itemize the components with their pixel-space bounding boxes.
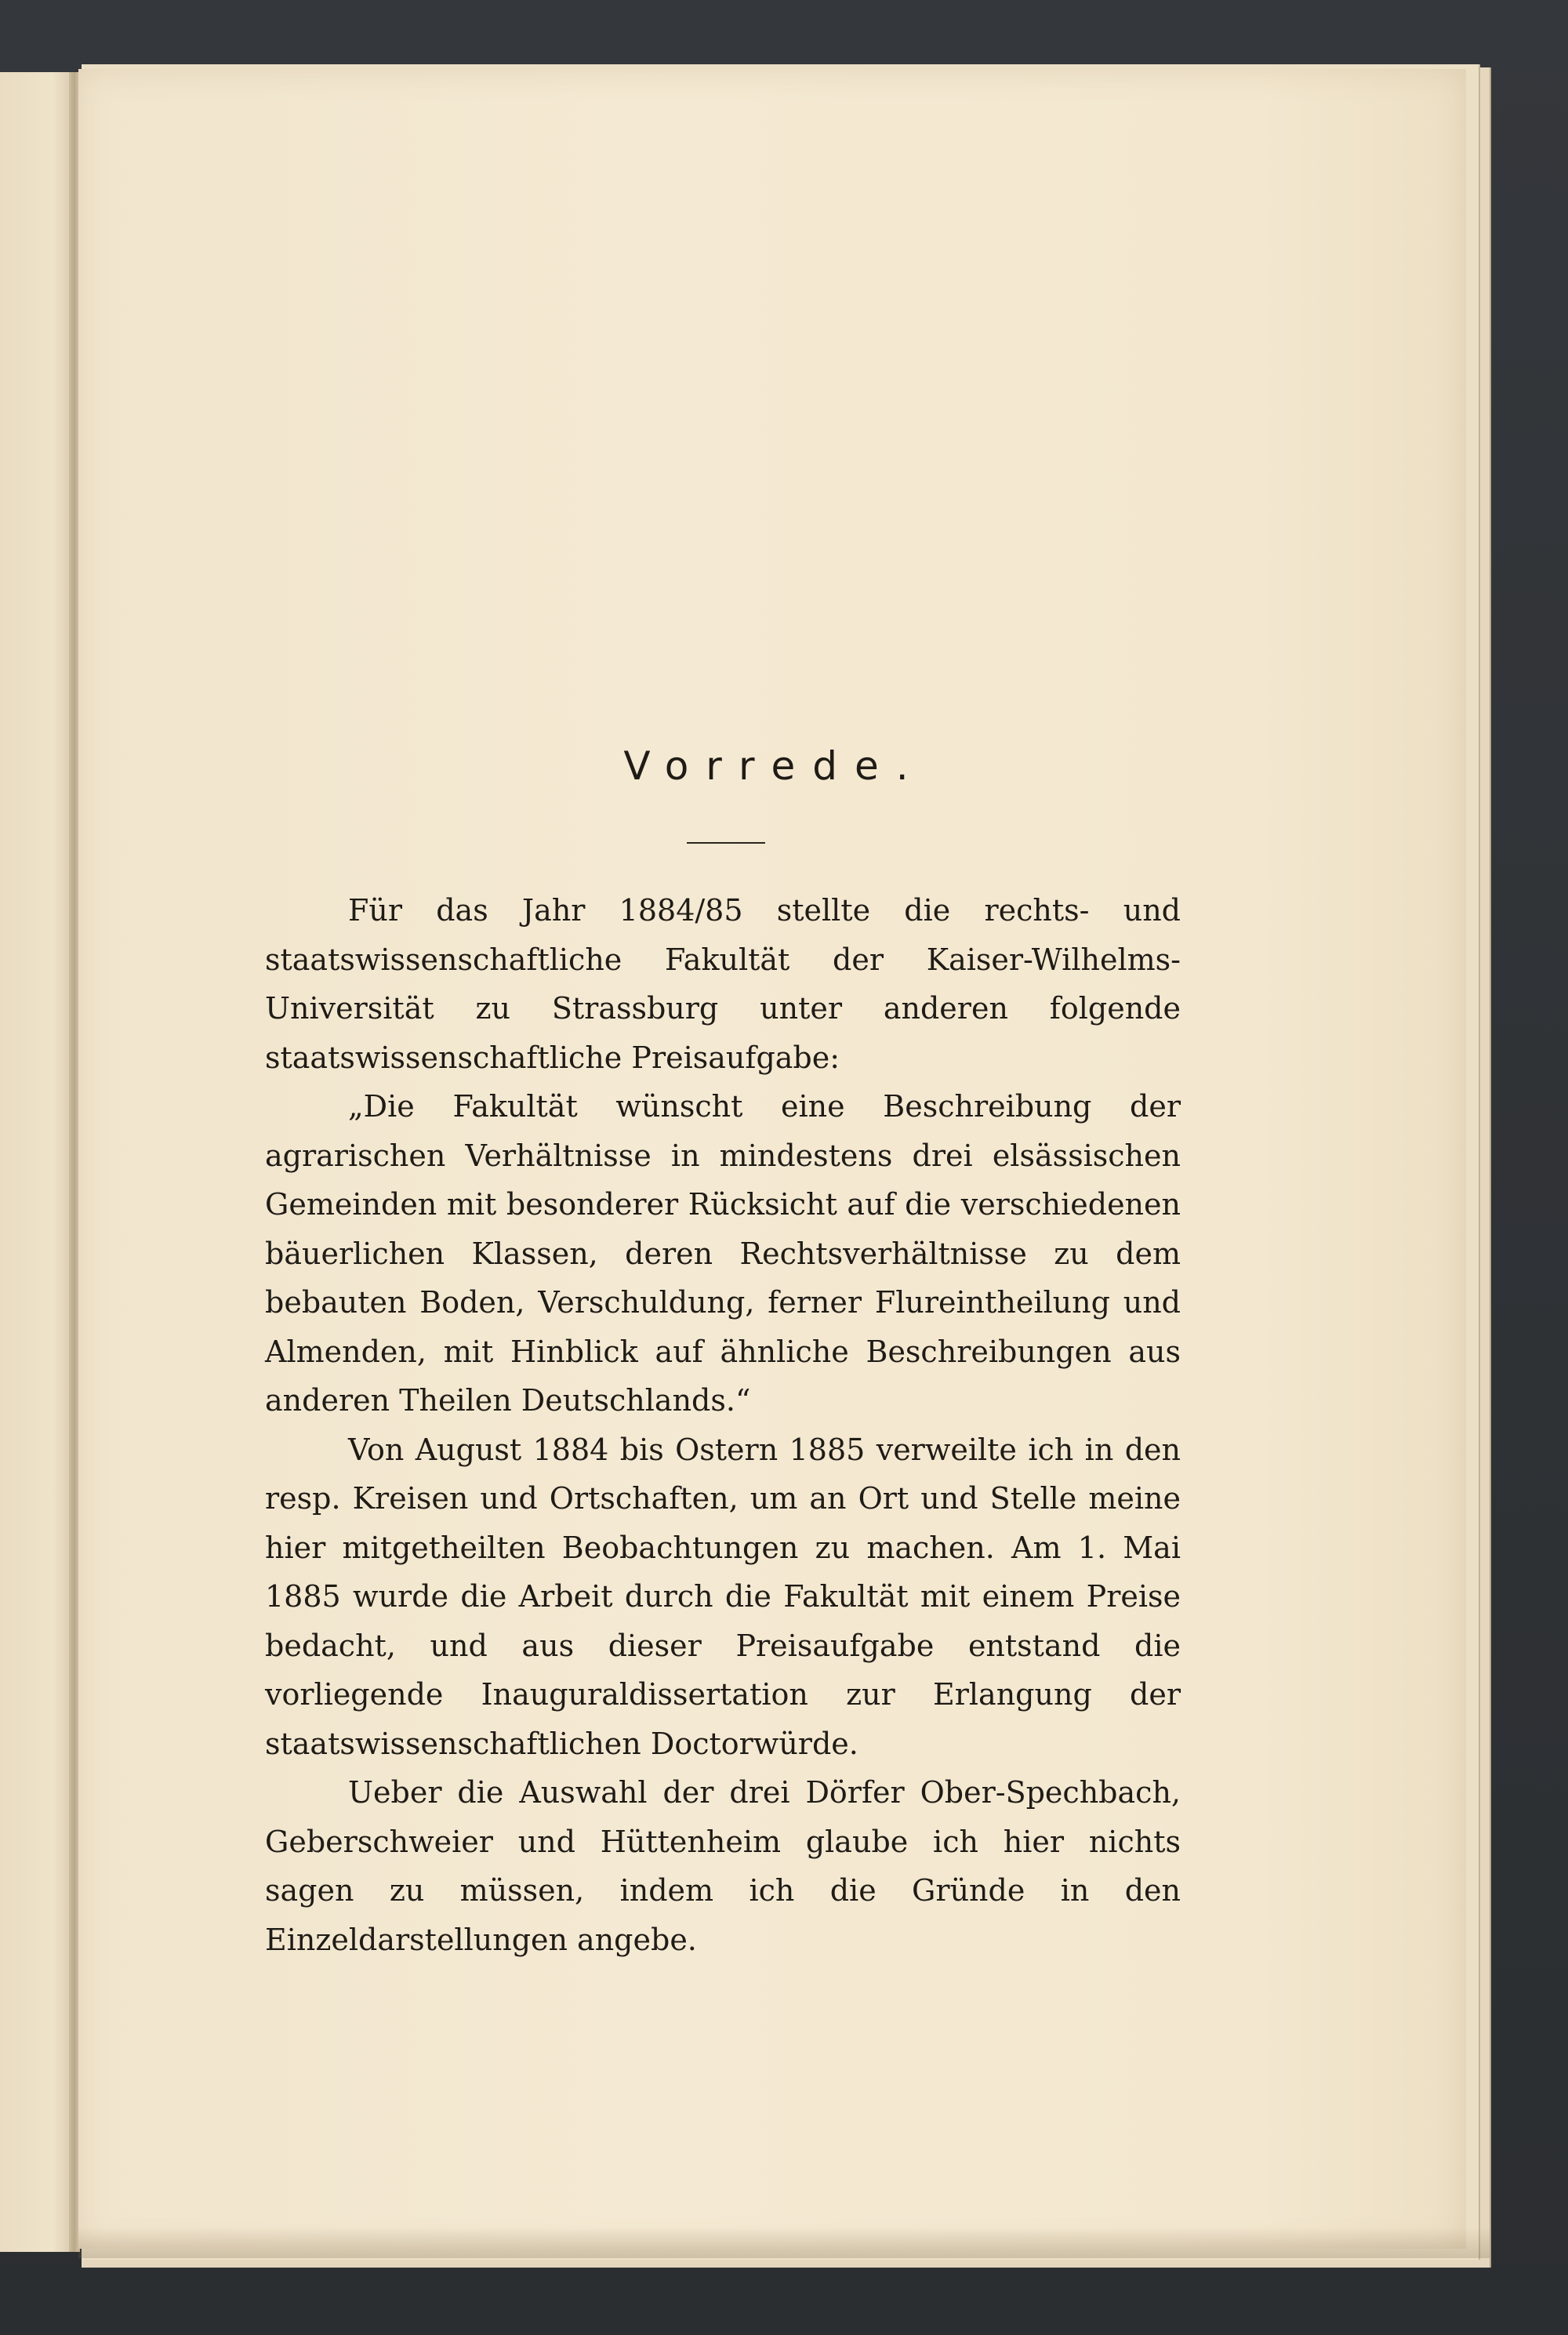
paragraph-quote: „Die Fakultät wünscht eine Beschreibung der agrarischen Verhältnisse in mindestens drei elsässischen Gemeinden mit besonderer Rücksicht auf die verschiedenen bäuerlichen Klassen, deren Rechtsverhältnisse zu dem bebauten Boden, Verschuldung, ferner Flureintheilung und Almenden, mit Hinblick auf ähnliche Beschreibungen aus anderen Theilen Deutschlands.“ (265, 1089, 1181, 1418)
facing-page-edge (0, 72, 75, 2252)
paragraph: Ueber die Auswahl der drei Dörfer Ober-Spechbach, Geberschweier und Hüttenheim glaube ich hier nichts sagen zu müssen, indem ich die Gründe in den Einzeldarstellungen angebe. (265, 1775, 1181, 1957)
page-shadow (78, 2227, 1490, 2258)
heading-rule (687, 842, 765, 844)
body-text (265, 886, 1181, 1964)
page-heading: Vorrede. (623, 743, 926, 789)
paragraph: Von August 1884 bis Ostern 1885 verweilte ich in den resp. Kreisen und Ortschaften, um an Ort und Stelle meine hier mitgetheilten Beobachtungen zu machen. Am 1. Mai 1885 wurde die Arbeit durch die Fakultät mit einem Preise bedacht, und aus dieser Preisaufgabe entstand die vorliegende Inauguraldissertation zur Erlangung der staatswissenschaftlichen Doctorwürde. (265, 1432, 1181, 1761)
paragraph: Für das Jahr 1884/85 stellte die rechts- und staatswissenschaftliche Fakultät der Kaiser-Wilhelms-Universität zu Strassburg unter anderen folgende staatswissenschaftliche Preisaufgabe: (265, 893, 1181, 1075)
